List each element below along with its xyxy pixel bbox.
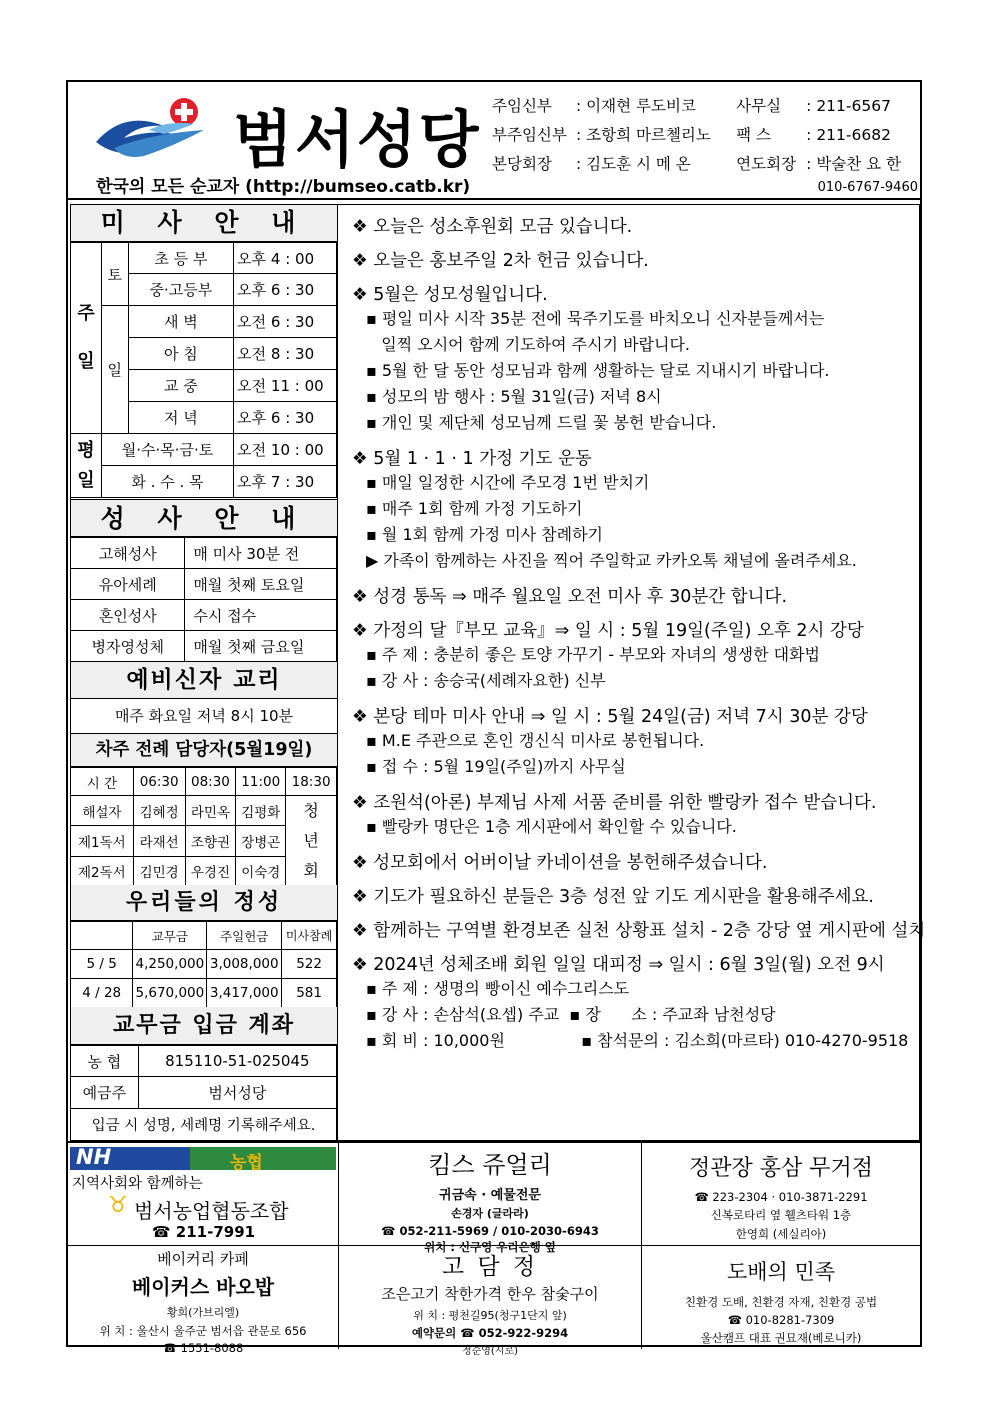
- weekday-label: 평 일: [71, 434, 102, 498]
- duty-person: 김평화: [236, 796, 286, 826]
- nh-logo-bar: [70, 1145, 336, 1173]
- sacrament-title: 성 사 안 내: [71, 499, 337, 537]
- holder-label: 예금주: [71, 1077, 139, 1109]
- sat-label: 토: [101, 243, 128, 306]
- duty-person: 김민경: [133, 856, 185, 886]
- offering-date: 5 / 5: [71, 950, 133, 979]
- offering-value: 5,670,000: [133, 979, 207, 1008]
- jung-line3: 한영희 (세실리아): [735, 1227, 827, 1241]
- duty-role: 제2독서: [71, 856, 134, 886]
- godam-line3: 예약문의 ☎ 052-922-9294: [411, 1326, 569, 1340]
- mass-name: 새 벽: [128, 306, 234, 338]
- offering-value: 581: [282, 979, 337, 1008]
- duty-header: 11:00: [236, 768, 286, 796]
- duty-role: 제1독서: [71, 826, 134, 856]
- jung-name: 정관장 홍삼 무거점: [688, 1156, 873, 1181]
- sacrament-value: 매월 첫째 금요일: [185, 631, 337, 662]
- sacrament-value: 매월 첫째 토요일: [185, 569, 337, 600]
- notice-subitem: ▪ 접 수 : 5월 19일(주일)까지 사무실: [366, 757, 626, 776]
- mass-name: 저 녁: [128, 402, 234, 434]
- notice-item: [352, 617, 919, 694]
- ad-kims: [339, 1143, 642, 1254]
- notice-subitem: ▪ 성모의 밤 행사 : 5월 31일(금) 저녁 8시: [366, 387, 662, 406]
- mass-time: 오후 6 : 30: [234, 274, 337, 306]
- duty-table: [70, 767, 337, 887]
- dobae-line1: 친환경 도배, 친환경 자재, 친환경 공법: [684, 1295, 878, 1309]
- extra-phone: 010-6767-9460: [817, 180, 918, 195]
- duty-header: 06:30: [133, 768, 185, 796]
- notice-heading: ❖ 5월 1 · 1 · 1 가정 기도 운동: [352, 449, 592, 469]
- sacrament-name: 유아세례: [71, 569, 185, 600]
- duty-role: 해설자: [71, 796, 134, 826]
- dobae-line2: ☎ 010-8281-7309: [727, 1313, 835, 1327]
- duty-person: 우경진: [185, 856, 236, 886]
- nh-line1: 지역사회와 함께하는: [72, 1176, 203, 1192]
- mass-time: 오후 7 : 30: [234, 466, 337, 498]
- mass-name: 중·고등부: [128, 274, 234, 306]
- parish-logo-icon: [94, 90, 219, 162]
- catechism-title: 예비신자 교리: [71, 661, 337, 699]
- kims-line3: ☎ 052-211-5969 / 010-2030-6943: [381, 1224, 599, 1238]
- jung-line2: 신복로타리 옆 휄츠타워 1층: [710, 1208, 852, 1222]
- duty-header: 시 간: [71, 768, 134, 796]
- bank-label: 농 협: [71, 1046, 139, 1077]
- duty-person: 김혜정: [133, 796, 185, 826]
- sunday-label: 주 일: [71, 243, 102, 434]
- duty-person: 장병곤: [236, 826, 286, 856]
- holder-name: 범서성당: [138, 1077, 336, 1109]
- bakers-line3: ☎ 1551-8088: [162, 1341, 244, 1355]
- notice-subitem: ▪ 월 1회 함께 가정 미사 참례하기: [366, 525, 604, 544]
- notice-subitem: ▪ 강 사 : 손삼석(요셉) 주교 ▪ 장 소 : 주교좌 남천성당: [366, 1005, 776, 1024]
- notice-subitem: ▪ 매일 일정한 시간에 주모경 1번 받치기: [366, 473, 650, 492]
- offering-header: 교무금: [133, 922, 207, 950]
- offering-value: 3,008,000: [207, 950, 282, 979]
- notice-subitem: ▪ 개인 및 제단체 성모님께 드릴 꽃 봉헌 받습니다.: [366, 413, 717, 432]
- nh-name: 범서농업협동조합: [134, 1199, 289, 1223]
- godam-line2: 위 치 : 평천길95(청구1단지 앞): [413, 1309, 567, 1322]
- mass-name: 화 . 수 . 목: [101, 466, 233, 498]
- offering-table: [70, 921, 337, 1008]
- notices-column: [338, 204, 926, 1141]
- sacrament-name: 혼인성사: [71, 600, 185, 631]
- header: [68, 82, 920, 200]
- notice-heading: ❖ 오늘은 성소후원회 모금 있습니다.: [352, 217, 633, 237]
- notice-heading: ❖ 2024년 성체조배 회원 일일 대피정 ⇒ 일시 : 6월 3일(월) 오전 9시: [352, 955, 885, 975]
- mass-name: 월·수·목·금·토: [101, 434, 233, 466]
- notice-item: [352, 849, 919, 874]
- mass-table: [70, 242, 337, 498]
- notice-item: [352, 247, 919, 272]
- notice-subitem: ▶ 가족이 함께하는 사진을 찍어 주일학교 카카오톡 채널에 올려주세요.: [366, 551, 857, 570]
- notice-heading: ❖ 조원석(아론) 부제님 사제 서품 준비를 위한 빨랑카 접수 받습니다.: [352, 793, 877, 813]
- notice-subitem: ▪ 회 비 : 10,000원 ▪ 참석문의 : 김소희(마르타) 010-4270-9518: [366, 1031, 909, 1050]
- nh-logo-label: 농협: [230, 1153, 263, 1173]
- notice-item: [352, 703, 919, 780]
- bakers-name: 베이커스 바오밥: [131, 1275, 275, 1299]
- parish-title: 범서성당: [233, 103, 481, 176]
- duty-person: 라재선: [133, 826, 185, 856]
- notice-item: [352, 281, 919, 436]
- notice-subitem: 일찍 오시어 함께 기도하여 주시기 바랍니다.: [366, 335, 690, 354]
- notice-heading: ❖ 본당 테마 미사 안내 ⇒ 일 시 : 5월 24일(금) 저녁 7시 30분 강당: [352, 707, 868, 727]
- offering-header: 미사참례: [282, 922, 337, 950]
- mass-name: 교 중: [128, 370, 234, 402]
- jung-line1: ☎ 223-2304 · 010-3871-2291: [694, 1190, 868, 1204]
- ad-godamjeong: [339, 1246, 642, 1357]
- mass-time: 오전 11 : 00: [234, 370, 337, 402]
- offering-title: 우리들의 정성: [71, 885, 337, 921]
- dobae-name: 도배의 민족: [726, 1260, 836, 1284]
- mass-time: 오후 6 : 30: [234, 402, 337, 434]
- nh-emblem-icon: ♉: [108, 1193, 128, 1218]
- notice-item: [352, 883, 919, 908]
- notice-subitem: ▪ 빨랑카 명단은 1층 게시판에서 확인할 수 있습니다.: [366, 817, 737, 836]
- youth-label: 청 년 회: [286, 796, 337, 887]
- notice-heading: ❖ 성경 통독 ⇒ 매주 월요일 오전 미사 후 30분간 합니다.: [352, 587, 788, 607]
- notice-item: [352, 917, 926, 942]
- duty-header: 08:30: [185, 768, 236, 796]
- offering-value: 3,417,000: [207, 979, 282, 1008]
- duty-person: 조향권: [185, 826, 236, 856]
- notice-item: [352, 445, 919, 574]
- kims-line4: 위치 : 신구영 우리은행 옆: [424, 1240, 556, 1254]
- notice-heading: ❖ 기도가 필요하신 분들은 3층 성전 앞 기도 게시판을 활용해주세요.: [352, 887, 874, 907]
- left-column: [70, 204, 338, 1141]
- slogan: 한국의 모든 순교자 (http://bumseo.catb.kr): [96, 177, 471, 197]
- notice-heading: ❖ 오늘은 홍보주일 2차 헌금 있습니다.: [352, 251, 649, 271]
- ad-bakers: [68, 1246, 339, 1355]
- sacrament-value: 수시 접수: [185, 600, 337, 631]
- bank-number: 815110-51-025045: [138, 1046, 336, 1077]
- catechism-value: 매주 화요일 저녁 8시 10분: [71, 699, 337, 734]
- kims-name: 킴스 쥬얼리: [428, 1151, 552, 1179]
- sacrament-name: 고해성사: [71, 538, 185, 569]
- notice-subitem: ▪ 강 사 : 송승국(세례자요한) 신부: [366, 671, 606, 690]
- godam-line1: 조은고기 착한가격 한우 참숯구이: [381, 1285, 599, 1303]
- offering-value: 522: [282, 950, 337, 979]
- account-note: 입금 시 성명, 세례명 기록해주세요.: [71, 1109, 337, 1141]
- mass-time: 오전 6 : 30: [234, 306, 337, 338]
- notice-subitem: ▪ 주 제 : 생명의 빵이신 예수그리스도: [366, 979, 630, 998]
- notice-item: [352, 213, 919, 238]
- notice-subitem: ▪ 매주 1회 함께 가정 기도하기: [366, 499, 583, 518]
- kims-line1: 귀금속 · 예물전문: [439, 1188, 541, 1203]
- notice-heading: ❖ 함께하는 구역별 환경보존 실천 상황표 설치 - 2층 강당 옆 게시판에 설치: [352, 921, 926, 941]
- sacrament-value: 매 미사 30분 전: [185, 538, 337, 569]
- notice-subitem: ▪ 5월 한 달 동안 성모님과 함께 생활하는 달로 지내시기 바랍니다.: [366, 361, 830, 380]
- sacrament-name: 병자영성체: [71, 631, 185, 662]
- day-label: 일: [101, 306, 128, 434]
- nh-phone: ☎ 211-7991: [151, 1223, 256, 1241]
- mass-time: 오전 10 : 00: [234, 434, 337, 466]
- notice-subitem: ▪ 주 제 : 충분히 좋은 토양 가꾸기 - 부모와 자녀의 생생한 대화법: [366, 645, 820, 664]
- godam-name: 고 담 정: [441, 1254, 539, 1280]
- bakers-line0: 베이커리 카페: [157, 1250, 249, 1268]
- ads-section: [68, 1141, 920, 1357]
- notice-subitem: ▪ 평일 미사 시작 35분 전에 묵주기도를 바치오니 신자분들께서는: [366, 309, 825, 328]
- info-row-assistant: 부주임신부 : 조항희 마르첼리노 팩 스 : 211-6682: [492, 126, 891, 144]
- duty-header: 18:30: [286, 768, 337, 796]
- notice-heading: ❖ 성모회에서 어버이날 카네이션을 봉헌해주셨습니다.: [352, 853, 768, 873]
- notice-heading: ❖ 가정의 달『부모 교육』⇒ 일 시 : 5월 19일(주일) 오후 2시 강당: [352, 621, 864, 641]
- ad-dobae: [642, 1246, 920, 1349]
- sacrament-table: [70, 537, 337, 662]
- godam-line4: 정순영(시로): [461, 1346, 519, 1357]
- offering-corner: [71, 922, 133, 950]
- offering-value: 4,250,000: [133, 950, 207, 979]
- bakers-line2: 위 치 : 울산시 울주군 범서읍 관문로 656: [99, 1324, 307, 1338]
- mass-name: 아 침: [128, 338, 234, 370]
- offering-date: 4 / 28: [71, 979, 133, 1008]
- notice-list: [352, 213, 926, 1054]
- notice-item: [352, 583, 919, 608]
- notice-heading: ❖ 5월은 성모성월입니다.: [352, 285, 548, 305]
- notice-item: [352, 789, 919, 840]
- mass-time: 오전 8 : 30: [234, 338, 337, 370]
- info-row-president: 본당회장 : 김도훈 시 메 온 연도회장 : 박술찬 요 한: [492, 155, 902, 173]
- ad-jungkwanjang: [642, 1143, 920, 1246]
- account-title: 교무금 입금 계좌: [71, 1007, 337, 1045]
- account-table: [70, 1045, 337, 1141]
- dobae-line3: 울산캠프 대표 권묘재(베로니카): [700, 1331, 862, 1345]
- duty-title: 차주 전례 담당자(5월19일): [71, 734, 337, 767]
- info-row-pastor: 주임신부 : 이재현 루도비코 사무실 : 211-6567: [492, 97, 891, 115]
- notice-item: [352, 951, 919, 1054]
- kims-line2: 손경자 (글라라): [451, 1207, 529, 1220]
- nh-logo-text: NH: [76, 1145, 112, 1169]
- bakers-line1: 황희(가브리엘): [166, 1306, 240, 1319]
- nh-logo-green: [190, 1147, 336, 1170]
- mass-name: 초 등 부: [128, 243, 234, 274]
- mass-time: 오후 4 : 00: [234, 243, 337, 274]
- ad-nh: [68, 1143, 339, 1246]
- notice-subitem: ▪ M.E 주관으로 혼인 갱신식 미사로 봉헌됩니다.: [366, 731, 705, 750]
- bulletin-frame: [66, 80, 926, 1357]
- offering-header: 주일헌금: [207, 922, 282, 950]
- mass-title: 미 사 안 내: [71, 205, 337, 242]
- duty-person: 라민옥: [185, 796, 236, 826]
- duty-person: 이숙경: [236, 856, 286, 886]
